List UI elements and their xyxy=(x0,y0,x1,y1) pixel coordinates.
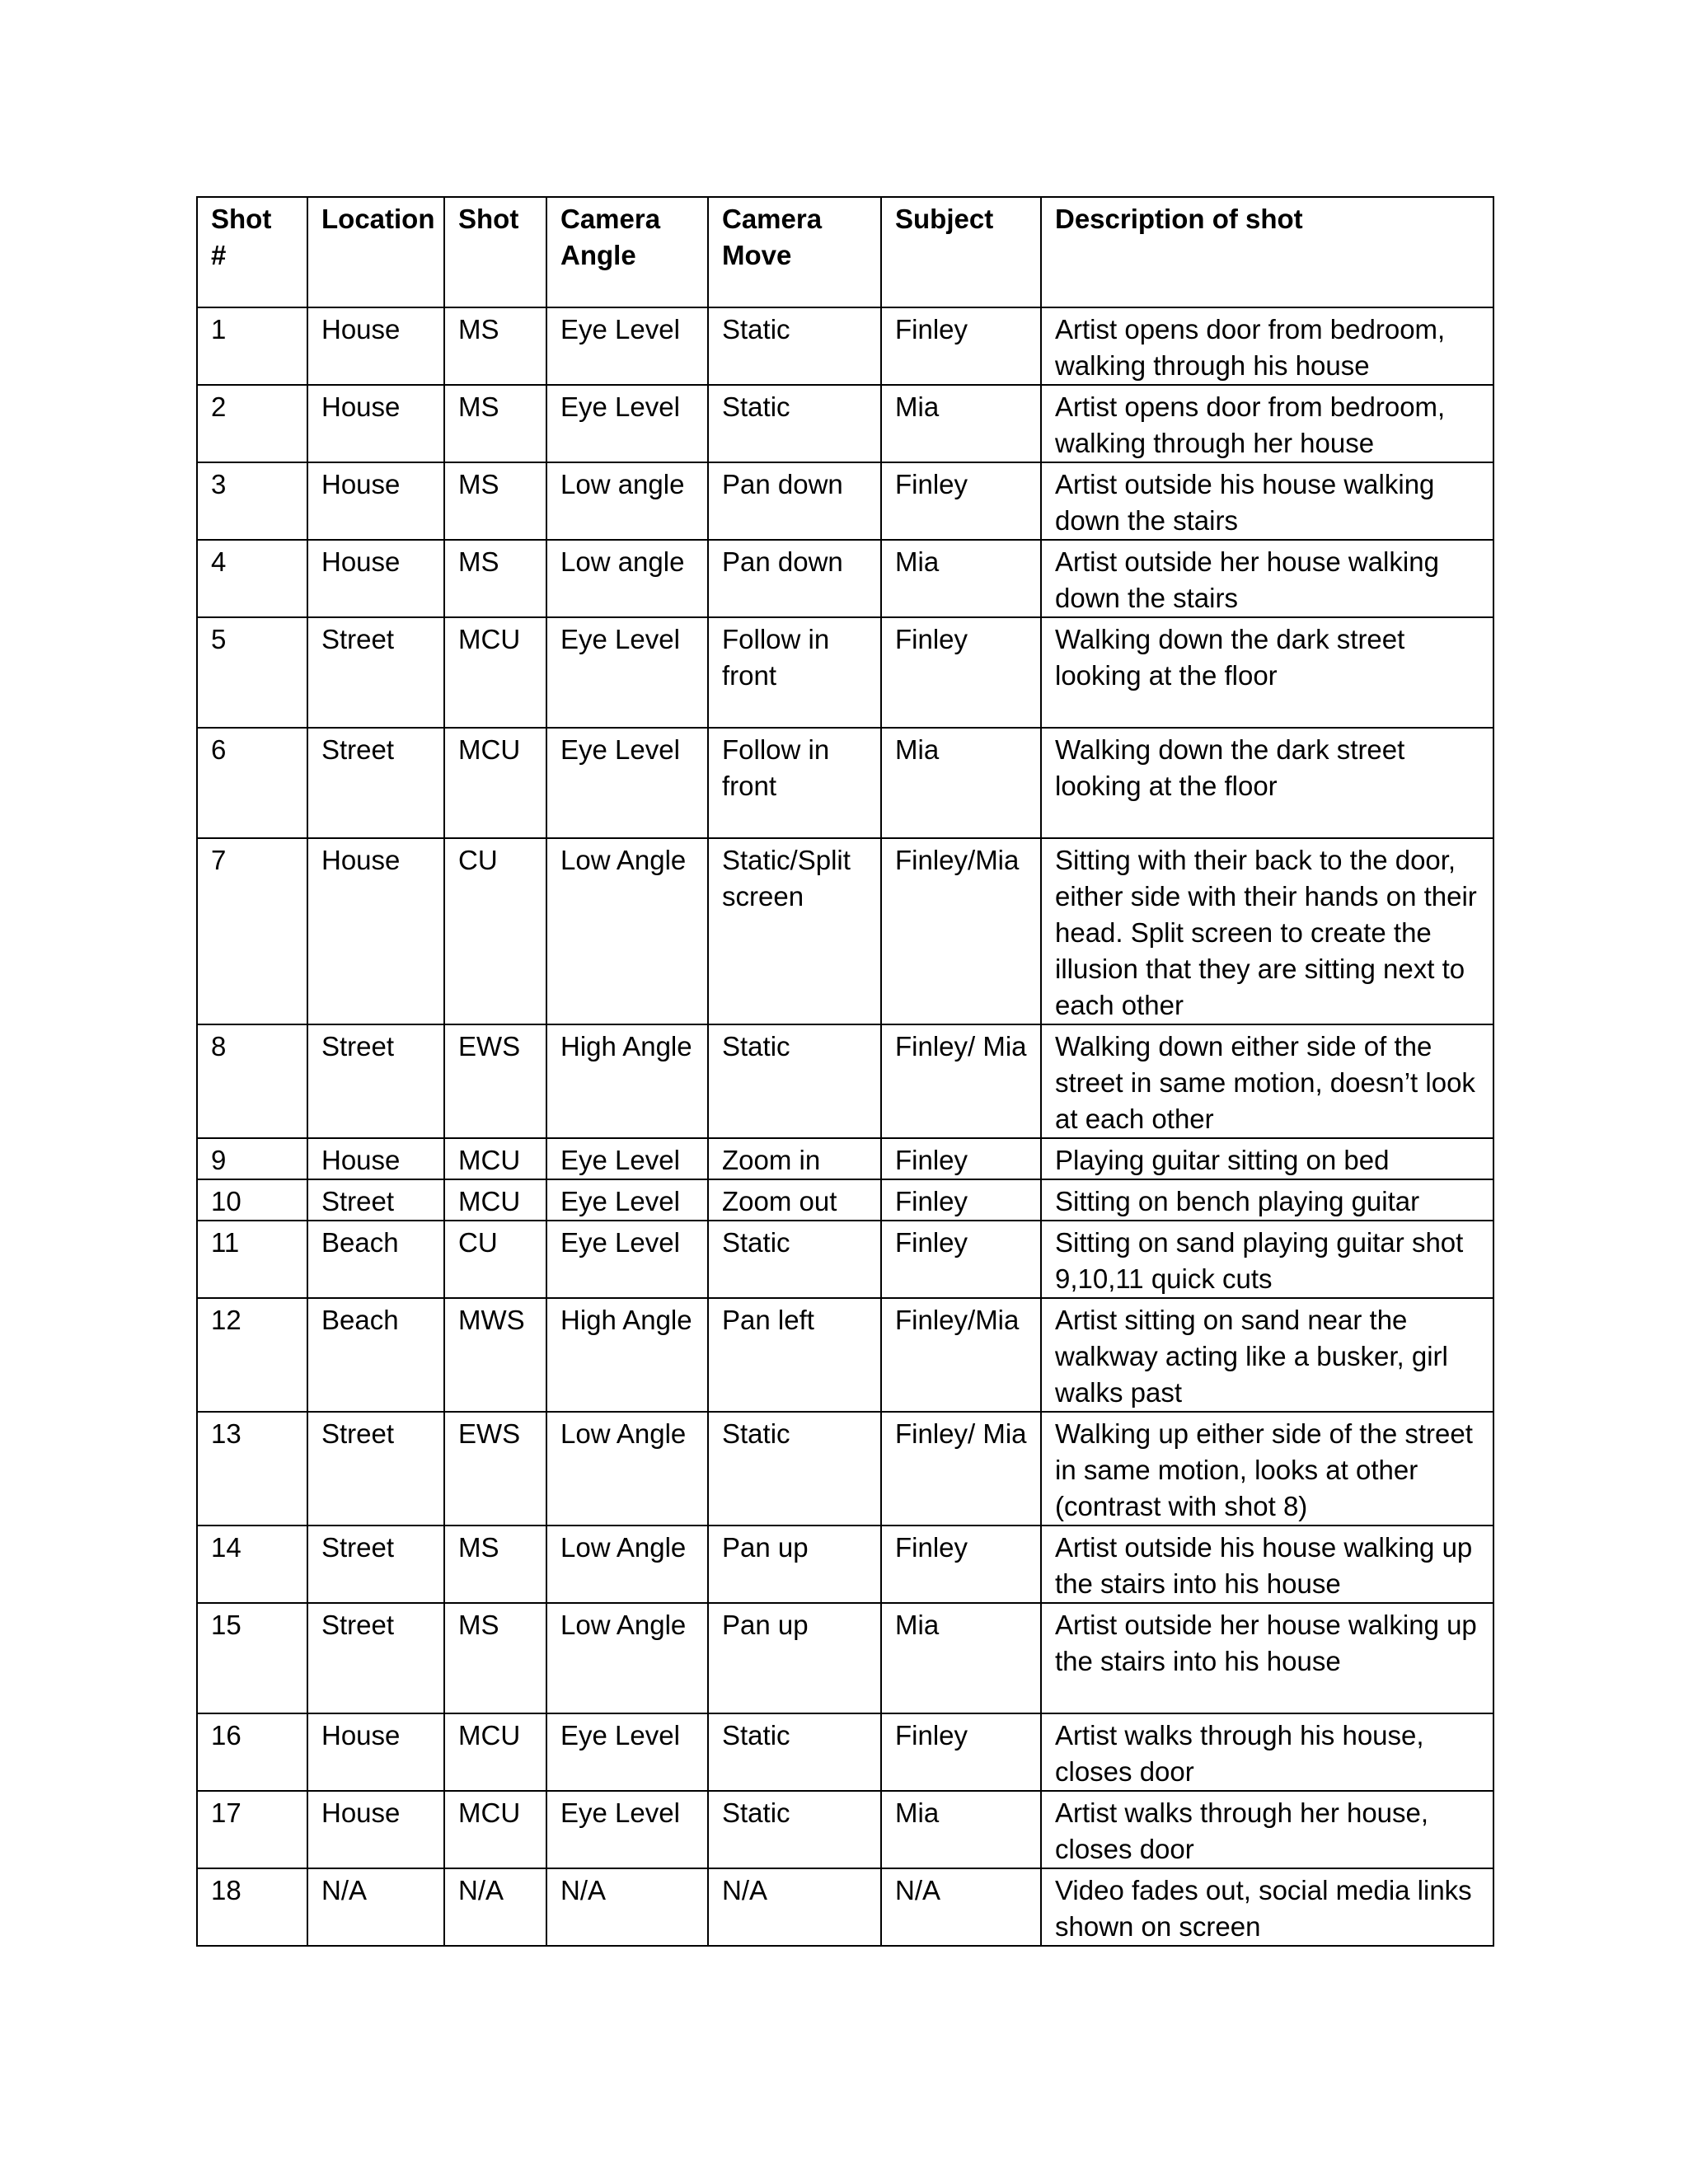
cell-shot-type: MCU xyxy=(444,1179,546,1221)
cell-description: Sitting with their back to the door, either side with their hands on their head. Split screen to create the illusion that they are sitting next to each other xyxy=(1041,838,1493,1024)
table-row xyxy=(197,1868,1493,1946)
cell-camera-angle: Eye Level xyxy=(546,728,708,838)
cell-camera-move: Static xyxy=(708,385,881,462)
cell-camera-angle: Low angle xyxy=(546,462,708,540)
cell-camera-angle: Eye Level xyxy=(546,1179,708,1221)
cell-shot-number: 17 xyxy=(197,1791,307,1868)
cell-camera-angle: Eye Level xyxy=(546,1138,708,1179)
cell-location: Street xyxy=(307,1603,444,1713)
cell-camera-angle: Eye Level xyxy=(546,617,708,728)
cell-shot-number: 12 xyxy=(197,1298,307,1412)
cell-shot-number: 13 xyxy=(197,1412,307,1526)
table-row xyxy=(197,1412,1493,1526)
cell-camera-angle: Eye Level xyxy=(546,1221,708,1298)
cell-camera-angle: Eye Level xyxy=(546,385,708,462)
cell-camera-angle: Low Angle xyxy=(546,838,708,1024)
cell-location: House xyxy=(307,307,444,385)
cell-shot-number: 14 xyxy=(197,1526,307,1603)
cell-subject: Mia xyxy=(881,1791,1041,1868)
cell-subject: Mia xyxy=(881,385,1041,462)
cell-shot-number: 3 xyxy=(197,462,307,540)
cell-shot-number: 2 xyxy=(197,385,307,462)
cell-shot-type: CU xyxy=(444,838,546,1024)
cell-camera-move: Pan down xyxy=(708,462,881,540)
cell-shot-number: 1 xyxy=(197,307,307,385)
cell-camera-angle: Eye Level xyxy=(546,1791,708,1868)
table-row xyxy=(197,1221,1493,1298)
cell-location: House xyxy=(307,1713,444,1791)
cell-shot-type: CU xyxy=(444,1221,546,1298)
cell-subject: Finley/Mia xyxy=(881,838,1041,1024)
cell-shot-type: MS xyxy=(444,462,546,540)
cell-location: Street xyxy=(307,1179,444,1221)
cell-description: Artist walks through his house, closes door xyxy=(1041,1713,1493,1791)
cell-shot-number: 4 xyxy=(197,540,307,617)
header-description: Description of shot xyxy=(1041,197,1493,307)
cell-camera-angle: N/A xyxy=(546,1868,708,1946)
cell-subject: Finley xyxy=(881,1138,1041,1179)
cell-camera-move: Pan up xyxy=(708,1603,881,1713)
cell-shot-number: 11 xyxy=(197,1221,307,1298)
cell-subject: Mia xyxy=(881,728,1041,838)
table-row xyxy=(197,540,1493,617)
cell-description: Artist opens door from bedroom, walking through his house xyxy=(1041,307,1493,385)
cell-camera-angle: Low Angle xyxy=(546,1526,708,1603)
cell-camera-move: Static xyxy=(708,1791,881,1868)
cell-shot-type: MS xyxy=(444,307,546,385)
cell-description: Video fades out, social media links shown on screen xyxy=(1041,1868,1493,1946)
cell-description: Artist outside her house walking down the stairs xyxy=(1041,540,1493,617)
table-row xyxy=(197,1526,1493,1603)
cell-shot-type: MWS xyxy=(444,1298,546,1412)
cell-shot-type: EWS xyxy=(444,1412,546,1526)
table-row xyxy=(197,1298,1493,1412)
cell-description: Artist outside his house walking down the stairs xyxy=(1041,462,1493,540)
cell-shot-type: MCU xyxy=(444,1138,546,1179)
table-row xyxy=(197,385,1493,462)
header-location: Location xyxy=(307,197,444,307)
cell-location: Street xyxy=(307,617,444,728)
cell-subject: Finley xyxy=(881,1179,1041,1221)
cell-shot-type: N/A xyxy=(444,1868,546,1946)
cell-location: House xyxy=(307,385,444,462)
cell-location: Street xyxy=(307,728,444,838)
table-row xyxy=(197,1713,1493,1791)
cell-subject: Finley xyxy=(881,462,1041,540)
cell-shot-number: 9 xyxy=(197,1138,307,1179)
cell-shot-type: MCU xyxy=(444,617,546,728)
cell-subject: Finley xyxy=(881,1526,1041,1603)
cell-camera-angle: Low angle xyxy=(546,540,708,617)
cell-shot-type: EWS xyxy=(444,1024,546,1138)
header-row xyxy=(197,197,1493,307)
table-row xyxy=(197,617,1493,728)
cell-camera-move: Zoom out xyxy=(708,1179,881,1221)
cell-description: Sitting on sand playing guitar shot 9,10,11 quick cuts xyxy=(1041,1221,1493,1298)
cell-description: Artist walks through her house, closes door xyxy=(1041,1791,1493,1868)
cell-subject: N/A xyxy=(881,1868,1041,1946)
cell-description: Walking down the dark street looking at the floor xyxy=(1041,617,1493,728)
cell-description: Artist outside his house walking up the stairs into his house xyxy=(1041,1526,1493,1603)
cell-camera-move: Pan left xyxy=(708,1298,881,1412)
cell-subject: Finley xyxy=(881,1221,1041,1298)
cell-description: Playing guitar sitting on bed xyxy=(1041,1138,1493,1179)
cell-location: House xyxy=(307,1138,444,1179)
cell-description: Walking up either side of the street in same motion, looks at other (contrast with shot 8) xyxy=(1041,1412,1493,1526)
cell-camera-move: Static/Split screen xyxy=(708,838,881,1024)
cell-location: Street xyxy=(307,1024,444,1138)
cell-camera-move: Static xyxy=(708,1221,881,1298)
cell-description: Walking down the dark street looking at the floor xyxy=(1041,728,1493,838)
table-row xyxy=(197,307,1493,385)
cell-subject: Finley xyxy=(881,307,1041,385)
cell-location: Beach xyxy=(307,1298,444,1412)
cell-shot-number: 8 xyxy=(197,1024,307,1138)
cell-shot-number: 15 xyxy=(197,1603,307,1713)
cell-camera-move: Follow in front xyxy=(708,617,881,728)
header-shot: Shot xyxy=(444,197,546,307)
cell-camera-angle: Low Angle xyxy=(546,1603,708,1713)
cell-subject: Finley/Mia xyxy=(881,1298,1041,1412)
cell-description: Artist outside her house walking up the stairs into his house xyxy=(1041,1603,1493,1713)
cell-description: Walking down either side of the street in same motion, doesn’t look at each other xyxy=(1041,1024,1493,1138)
header-shot-number: Shot # xyxy=(197,197,307,307)
cell-description: Artist sitting on sand near the walkway acting like a busker, girl walks past xyxy=(1041,1298,1493,1412)
cell-camera-angle: High Angle xyxy=(546,1024,708,1138)
cell-camera-move: Pan down xyxy=(708,540,881,617)
cell-shot-type: MCU xyxy=(444,1713,546,1791)
cell-camera-move: Static xyxy=(708,1412,881,1526)
table-row xyxy=(197,728,1493,838)
cell-shot-type: MS xyxy=(444,1526,546,1603)
cell-subject: Mia xyxy=(881,540,1041,617)
cell-subject: Mia xyxy=(881,1603,1041,1713)
cell-shot-type: MS xyxy=(444,1603,546,1713)
cell-camera-move: Pan up xyxy=(708,1526,881,1603)
cell-camera-move: Zoom in xyxy=(708,1138,881,1179)
cell-location: House xyxy=(307,1791,444,1868)
cell-camera-angle: Low Angle xyxy=(546,1412,708,1526)
cell-subject: Finley xyxy=(881,617,1041,728)
cell-shot-number: 5 xyxy=(197,617,307,728)
cell-camera-move: Static xyxy=(708,1713,881,1791)
table-row xyxy=(197,838,1493,1024)
cell-location: House xyxy=(307,540,444,617)
cell-camera-move: N/A xyxy=(708,1868,881,1946)
cell-camera-angle: Eye Level xyxy=(546,1713,708,1791)
table-row xyxy=(197,1791,1493,1868)
cell-camera-angle: Eye Level xyxy=(546,307,708,385)
table-row xyxy=(197,1603,1493,1713)
table-row xyxy=(197,1179,1493,1221)
cell-location: Street xyxy=(307,1526,444,1603)
cell-subject: Finley xyxy=(881,1713,1041,1791)
cell-subject: Finley/ Mia xyxy=(881,1412,1041,1526)
cell-location: Beach xyxy=(307,1221,444,1298)
cell-shot-number: 6 xyxy=(197,728,307,838)
header-camera-move: Camera Move xyxy=(708,197,881,307)
cell-location: N/A xyxy=(307,1868,444,1946)
cell-shot-number: 16 xyxy=(197,1713,307,1791)
table-row xyxy=(197,462,1493,540)
cell-subject: Finley/ Mia xyxy=(881,1024,1041,1138)
cell-shot-number: 7 xyxy=(197,838,307,1024)
table-row xyxy=(197,1138,1493,1179)
shot-list-table xyxy=(196,196,1494,1947)
cell-shot-number: 10 xyxy=(197,1179,307,1221)
header-subject: Subject xyxy=(881,197,1041,307)
cell-shot-type: MCU xyxy=(444,1791,546,1868)
cell-shot-number: 18 xyxy=(197,1868,307,1946)
cell-camera-move: Static xyxy=(708,1024,881,1138)
cell-location: Street xyxy=(307,1412,444,1526)
cell-shot-type: MS xyxy=(444,385,546,462)
cell-location: House xyxy=(307,838,444,1024)
header-camera-angle: Camera Angle xyxy=(546,197,708,307)
cell-description: Sitting on bench playing guitar xyxy=(1041,1179,1493,1221)
cell-shot-type: MS xyxy=(444,540,546,617)
cell-location: House xyxy=(307,462,444,540)
cell-camera-angle: High Angle xyxy=(546,1298,708,1412)
cell-camera-move: Static xyxy=(708,307,881,385)
table-row xyxy=(197,1024,1493,1138)
cell-shot-type: MCU xyxy=(444,728,546,838)
cell-description: Artist opens door from bedroom, walking through her house xyxy=(1041,385,1493,462)
cell-camera-move: Follow in front xyxy=(708,728,881,838)
